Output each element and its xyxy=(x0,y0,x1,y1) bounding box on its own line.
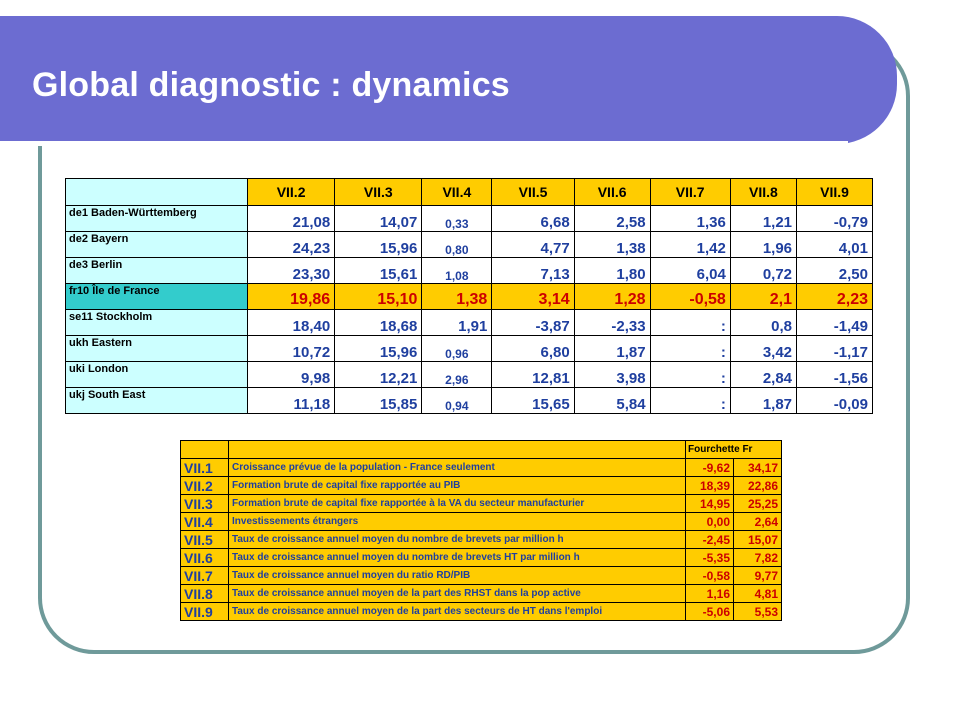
value-cell: 1,91 xyxy=(422,310,492,336)
table-row xyxy=(66,388,873,414)
value-cell: 10,72 xyxy=(248,336,335,362)
legend-row xyxy=(181,603,782,621)
value-cell: 1,21 xyxy=(730,206,796,232)
value-cell: 2,1 xyxy=(730,284,796,310)
indicator-description: Taux de croissance annuel moyen de la part des secteurs de HT dans l'emploi xyxy=(229,603,686,621)
indicator-code: VII.5 xyxy=(181,531,229,549)
indicator-code: VII.4 xyxy=(181,513,229,531)
column-header: VII.7 xyxy=(650,179,730,206)
range-high: 9,77 xyxy=(734,567,782,585)
value-cell: 15,85 xyxy=(335,388,422,414)
value-cell: -1,17 xyxy=(797,336,873,362)
value-cell: 1,42 xyxy=(650,232,730,258)
value-cell: 1,38 xyxy=(574,232,650,258)
legend-header-row xyxy=(181,441,782,459)
range-high: 4,81 xyxy=(734,585,782,603)
value-cell: -3,87 xyxy=(492,310,574,336)
range-high: 7,82 xyxy=(734,549,782,567)
value-cell: 1,87 xyxy=(730,388,796,414)
range-low: 0,00 xyxy=(686,513,734,531)
value-cell: 6,04 xyxy=(650,258,730,284)
column-header: VII.8 xyxy=(730,179,796,206)
value-cell: : xyxy=(650,310,730,336)
regional-dynamics-table xyxy=(65,178,873,414)
table-row xyxy=(66,310,873,336)
value-cell: -0,79 xyxy=(797,206,873,232)
value-cell: : xyxy=(650,388,730,414)
value-cell: 14,07 xyxy=(335,206,422,232)
indicator-description: Taux de croissance annuel moyen du nombre de brevets HT par million h xyxy=(229,549,686,567)
table-header-row xyxy=(66,179,873,206)
range-high: 25,25 xyxy=(734,495,782,513)
indicator-code: VII.7 xyxy=(181,567,229,585)
value-cell: 0,80 xyxy=(422,232,492,258)
value-cell: 15,61 xyxy=(335,258,422,284)
title-bar xyxy=(0,16,897,144)
value-cell: 5,84 xyxy=(574,388,650,414)
column-header: VII.4 xyxy=(422,179,492,206)
value-cell: -1,49 xyxy=(797,310,873,336)
value-cell: 9,98 xyxy=(248,362,335,388)
table-row xyxy=(66,258,873,284)
header-corner-cell xyxy=(66,179,248,206)
region-label: se11 Stockholm xyxy=(66,310,248,336)
column-header: VII.5 xyxy=(492,179,574,206)
legend-row xyxy=(181,531,782,549)
value-cell: 2,23 xyxy=(797,284,873,310)
table-row xyxy=(66,232,873,258)
range-low: -5,35 xyxy=(686,549,734,567)
value-cell: 3,42 xyxy=(730,336,796,362)
indicator-description: Taux de croissance annuel moyen du ratio RD/PIB xyxy=(229,567,686,585)
indicator-description: Taux de croissance annuel moyen de la part des RHST dans la pop active xyxy=(229,585,686,603)
value-cell: 7,13 xyxy=(492,258,574,284)
range-low: -0,58 xyxy=(686,567,734,585)
table-row xyxy=(66,206,873,232)
value-cell: : xyxy=(650,362,730,388)
value-cell: 0,94 xyxy=(422,388,492,414)
value-cell: 2,50 xyxy=(797,258,873,284)
range-low: 14,95 xyxy=(686,495,734,513)
indicator-code: VII.6 xyxy=(181,549,229,567)
header-empty-cell xyxy=(181,441,229,459)
header-empty-cell xyxy=(229,441,686,459)
range-low: 18,39 xyxy=(686,477,734,495)
value-cell: 4,77 xyxy=(492,232,574,258)
column-header: VII.2 xyxy=(248,179,335,206)
value-cell: -0,58 xyxy=(650,284,730,310)
legend-row xyxy=(181,477,782,495)
indicator-description: Formation brute de capital fixe rapportée à la VA du secteur manufacturier xyxy=(229,495,686,513)
range-low: 1,16 xyxy=(686,585,734,603)
value-cell: 0,33 xyxy=(422,206,492,232)
region-label: fr10 Île de France xyxy=(66,284,248,310)
region-label: de2 Bayern xyxy=(66,232,248,258)
indicator-description: Taux de croissance annuel moyen du nombre de brevets par million h xyxy=(229,531,686,549)
value-cell: 15,96 xyxy=(335,232,422,258)
range-low: -2,45 xyxy=(686,531,734,549)
value-cell: 15,10 xyxy=(335,284,422,310)
value-cell: -1,56 xyxy=(797,362,873,388)
range-high: 15,07 xyxy=(734,531,782,549)
value-cell: 18,68 xyxy=(335,310,422,336)
range-low: -5,06 xyxy=(686,603,734,621)
legend-row xyxy=(181,513,782,531)
value-cell: 3,98 xyxy=(574,362,650,388)
value-cell: : xyxy=(650,336,730,362)
value-cell: 19,86 xyxy=(248,284,335,310)
legend-row xyxy=(181,459,782,477)
table-row xyxy=(66,362,873,388)
title-underline xyxy=(0,141,848,146)
value-cell: 6,80 xyxy=(492,336,574,362)
region-label: de1 Baden-Württemberg xyxy=(66,206,248,232)
range-low: -9,62 xyxy=(686,459,734,477)
value-cell: -2,33 xyxy=(574,310,650,336)
value-cell: 11,18 xyxy=(248,388,335,414)
value-cell: 4,01 xyxy=(797,232,873,258)
value-cell: 24,23 xyxy=(248,232,335,258)
value-cell: 6,68 xyxy=(492,206,574,232)
value-cell: 2,58 xyxy=(574,206,650,232)
range-high: 34,17 xyxy=(734,459,782,477)
legend-row xyxy=(181,567,782,585)
indicator-description: Croissance prévue de la population - France seulement xyxy=(229,459,686,477)
value-cell: 0,8 xyxy=(730,310,796,336)
slide-title: Global diagnostic : dynamics xyxy=(32,66,510,104)
value-cell: 1,96 xyxy=(730,232,796,258)
value-cell: 1,38 xyxy=(422,284,492,310)
indicator-description: Formation brute de capital fixe rapportée au PIB xyxy=(229,477,686,495)
value-cell: 2,96 xyxy=(422,362,492,388)
table-row-highlighted xyxy=(66,284,873,310)
legend-row xyxy=(181,549,782,567)
value-cell: 23,30 xyxy=(248,258,335,284)
indicator-description: Investissements étrangers xyxy=(229,513,686,531)
region-label: ukh Eastern xyxy=(66,336,248,362)
indicator-code: VII.2 xyxy=(181,477,229,495)
region-label: uki London xyxy=(66,362,248,388)
value-cell: 21,08 xyxy=(248,206,335,232)
value-cell: 15,65 xyxy=(492,388,574,414)
value-cell: 1,28 xyxy=(574,284,650,310)
indicator-code: VII.8 xyxy=(181,585,229,603)
value-cell: 18,40 xyxy=(248,310,335,336)
column-header: VII.9 xyxy=(797,179,873,206)
value-cell: 1,80 xyxy=(574,258,650,284)
value-cell: 0,72 xyxy=(730,258,796,284)
value-cell: -0,09 xyxy=(797,388,873,414)
indicator-code: VII.9 xyxy=(181,603,229,621)
region-label: de3 Berlin xyxy=(66,258,248,284)
legend-row xyxy=(181,585,782,603)
range-high: 5,53 xyxy=(734,603,782,621)
value-cell: 0,96 xyxy=(422,336,492,362)
value-cell: 15,96 xyxy=(335,336,422,362)
fourchette-header: Fourchette Fr xyxy=(686,441,782,459)
indicator-code: VII.1 xyxy=(181,459,229,477)
table-row xyxy=(66,336,873,362)
range-high: 2,64 xyxy=(734,513,782,531)
value-cell: 1,87 xyxy=(574,336,650,362)
value-cell: 2,84 xyxy=(730,362,796,388)
indicator-code: VII.3 xyxy=(181,495,229,513)
value-cell: 12,81 xyxy=(492,362,574,388)
indicator-legend-table xyxy=(180,440,782,621)
value-cell: 1,36 xyxy=(650,206,730,232)
value-cell: 3,14 xyxy=(492,284,574,310)
column-header: VII.3 xyxy=(335,179,422,206)
value-cell: 12,21 xyxy=(335,362,422,388)
value-cell: 1,08 xyxy=(422,258,492,284)
region-label: ukj South East xyxy=(66,388,248,414)
column-header: VII.6 xyxy=(574,179,650,206)
legend-row xyxy=(181,495,782,513)
range-high: 22,86 xyxy=(734,477,782,495)
